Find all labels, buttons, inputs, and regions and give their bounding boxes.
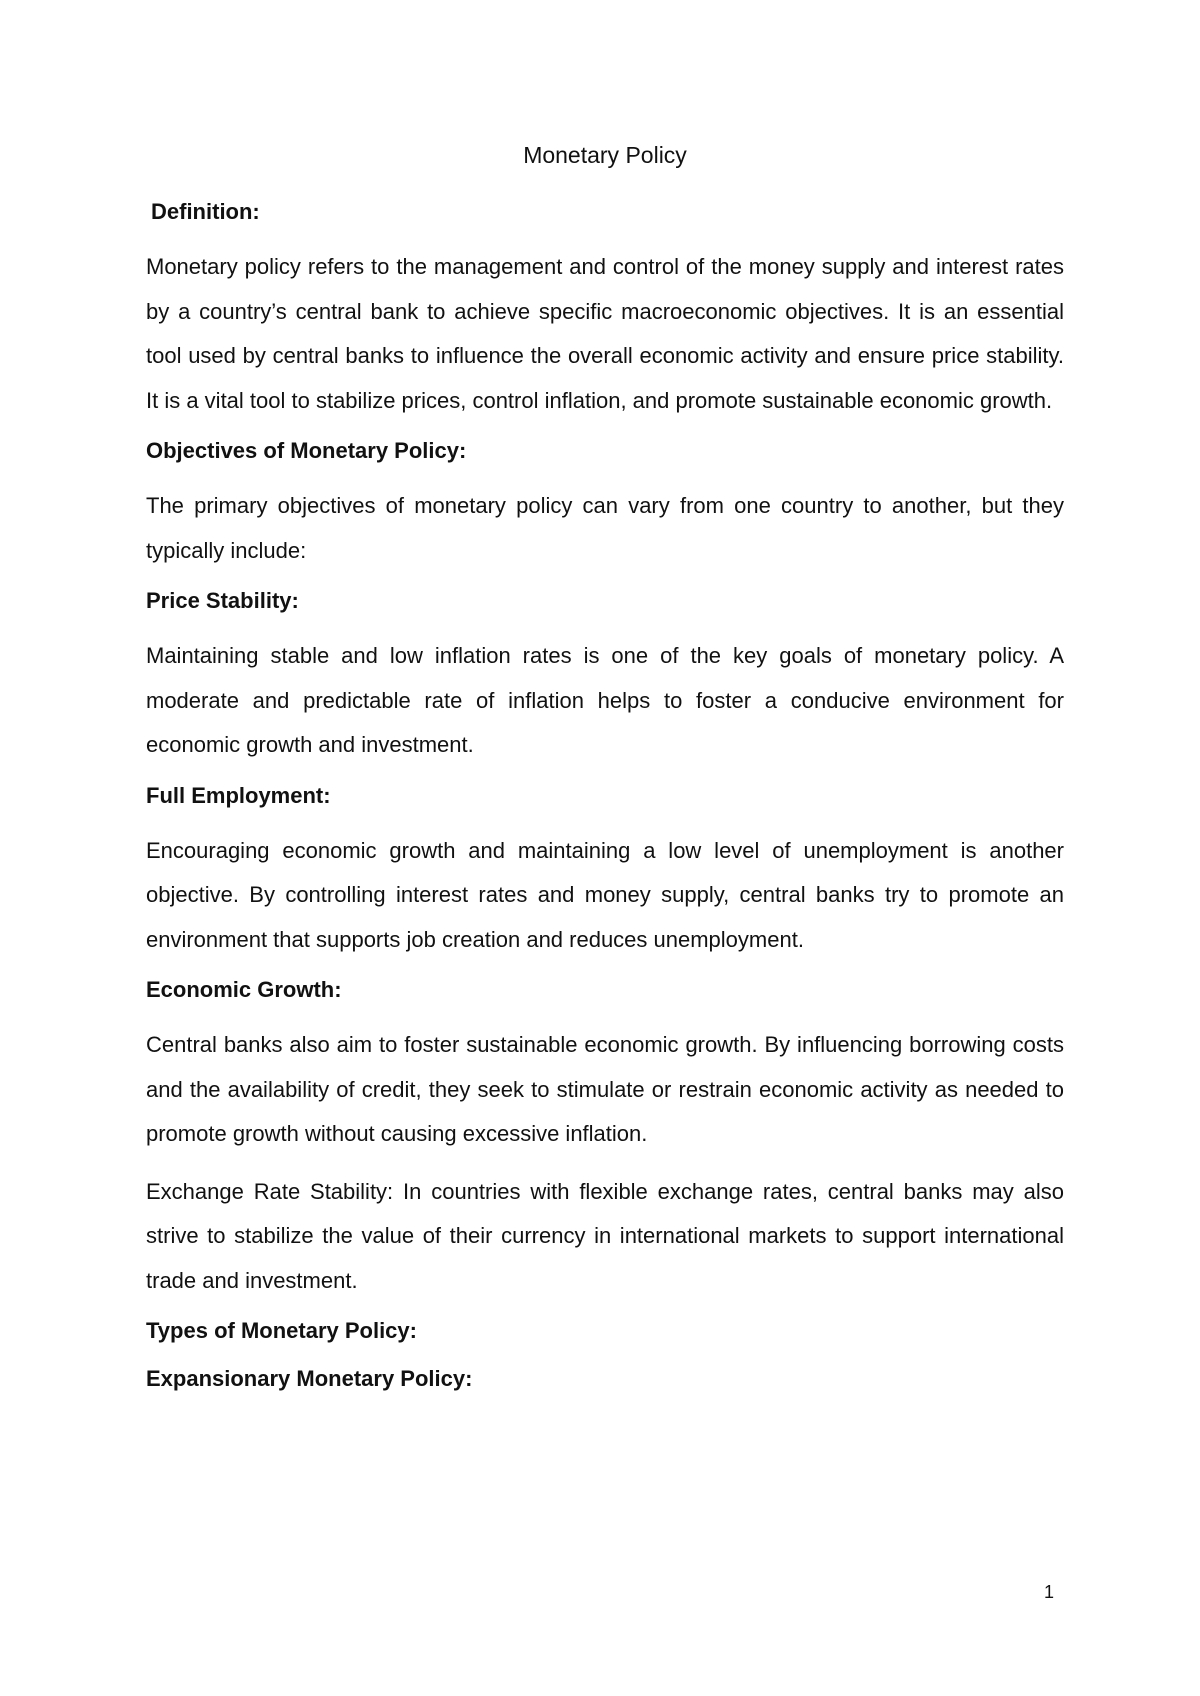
heading-price-stability: Price Stability: [146, 588, 299, 613]
paragraph-full-employment: Encouraging economic growth and maintaining a low level of unemployment is another objective. By controlling interest rates and money supply, central banks try to promote an environment that supports job creation and reduces unemployment. [146, 837, 1064, 952]
document-title: Monetary Policy [523, 142, 687, 168]
heading-full-employment: Full Employment: [146, 782, 331, 808]
paragraph-objectives: The primary objectives of monetary policy can vary from one country to another, but they typically include: [146, 493, 1064, 563]
heading-expansionary-monetary-policy: Expansionary Monetary Policy: [146, 1366, 473, 1391]
paragraph-economic-growth: Central banks also aim to foster sustainable economic growth. By influencing borrowing costs and the availability of credit, they seek to stimulate or restrain economic activity as needed to promote growth without causing excessive inflation. [146, 1032, 1064, 1146]
paragraph-exchange-rate-stability: Exchange Rate Stability: In countries with flexible exchange rates, central banks may also strive to stabilize the value of their currency in international markets to support international trade and investment. [146, 1178, 1064, 1293]
heading-definition: Definition: [151, 199, 260, 224]
heading-types-of-monetary-policy: Types of Monetary Policy: [146, 1318, 417, 1343]
paragraph-price-stability: Maintaining stable and low inflation rates is one of the key goals of monetary policy. A moderate and predictable rate of inflation helps to foster a conducive environment for economic growth and investment. [146, 643, 1064, 757]
heading-economic-growth: Economic Growth: [146, 977, 342, 1002]
document-body [146, 140, 1064, 1412]
page-number: 1 [1044, 1582, 1055, 1602]
heading-objectives: Objectives of Monetary Policy: [146, 438, 467, 463]
paragraph-definition: Monetary policy refers to the management and control of the money supply and interest rates by a country’s central bank to achieve specific macroeconomic objectives. It is an essential tool used by central banks to influence the overall economic activity and ensure price stability. It is a vital tool to stabilize prices, control inflation, and promote sustainable economic growth. [146, 254, 1064, 413]
